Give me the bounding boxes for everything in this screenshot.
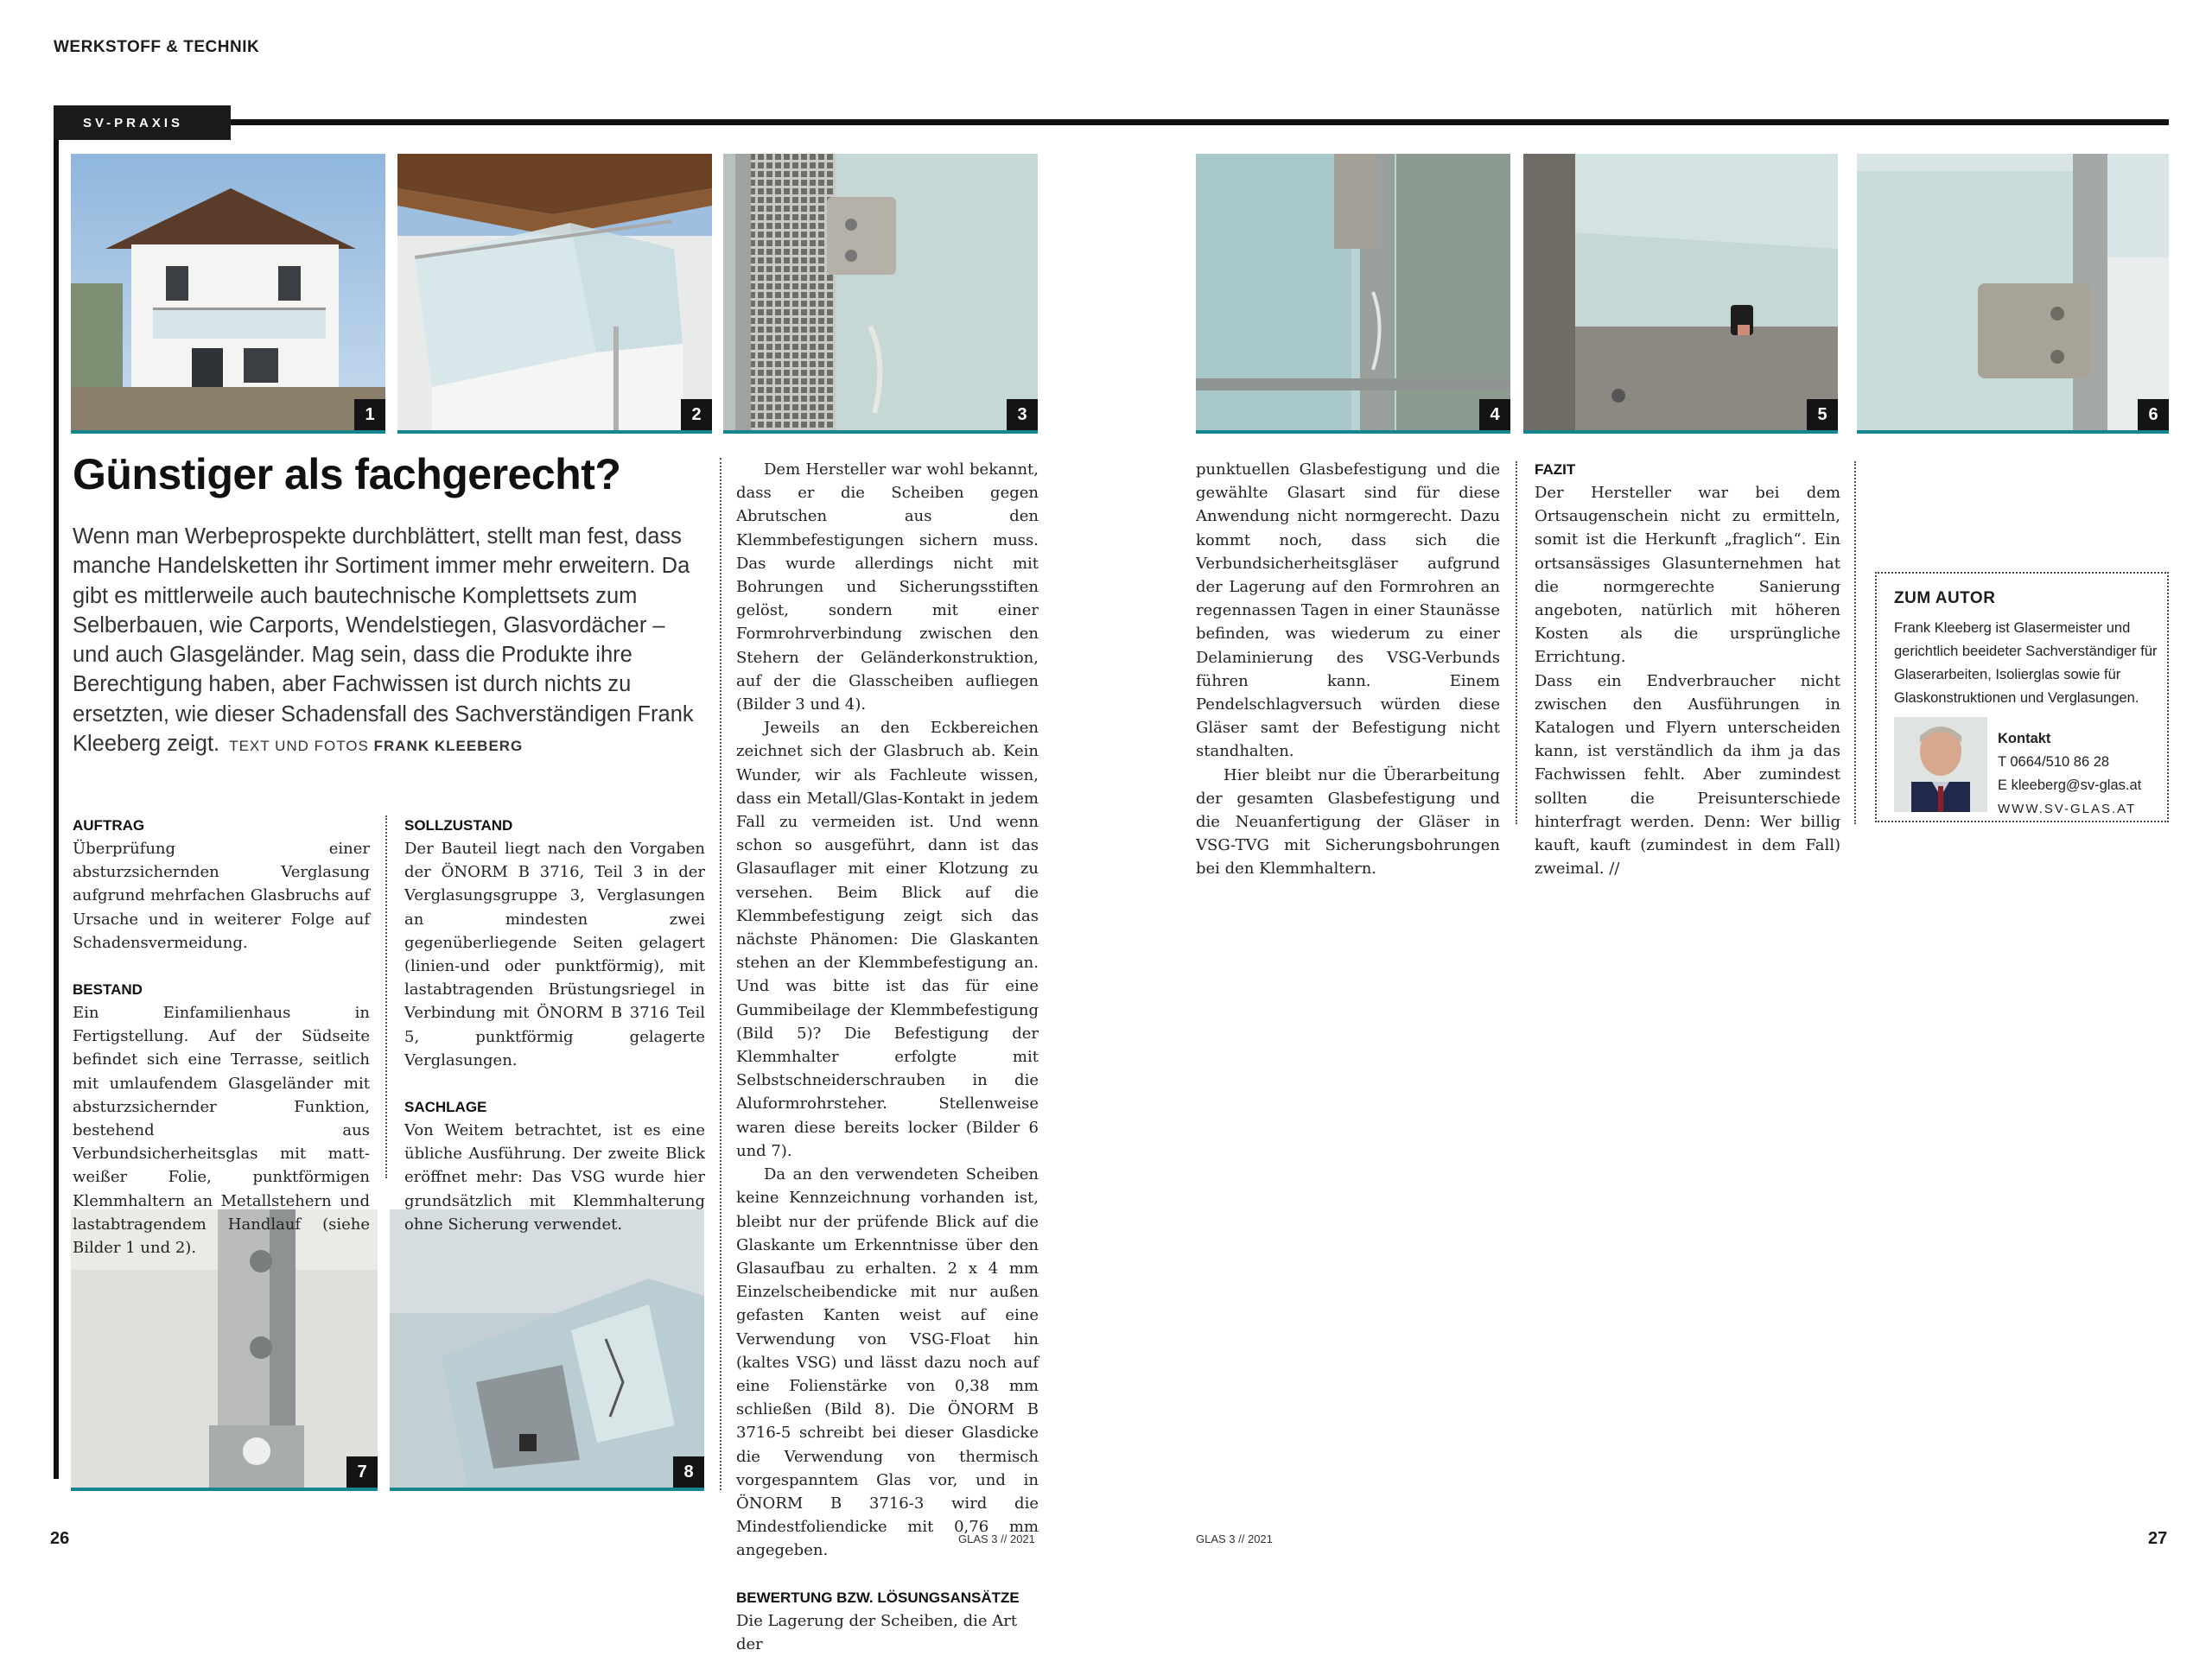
photo-number-badge: 8: [673, 1456, 704, 1488]
author-bio: Frank Kleeberg ist Glasermeister und gerichtlich beeideter Sachverständiger für Glaserarbeiten, Isolierglas sowie für Glaskonstruktionen und Verglasungen.: [1894, 620, 2158, 706]
photo-2-balcony: [397, 154, 712, 434]
paragraph: Hier bleibt nur die Überarbeitung der gesamten Glasbefestigung und die Neuanfertigung der Gläser in VSG-TVG mit Sicherungsbohrungen bei den Klemmhaltern.: [1196, 765, 1500, 879]
photo-1-house: [71, 154, 385, 434]
paragraph: Ein Einfamilienhaus in Fertigstellung. Auf der Südseite befindet sich eine Terrasse, seitlich mit umlaufendem Glasgeländer mit absturzsichernder Funktion, bestehend aus Verbundsicherheitsglas mit matt-weißer Folie, punktförmigen Klemmhaltern an Metallstehern und lastabtragendem Handlauf (siehe Bilder 1 und 2).: [73, 1004, 370, 1258]
section-heading: SACHLAGE: [404, 1099, 487, 1116]
contact-label: Kontakt: [1998, 731, 2051, 746]
column-5: [1535, 458, 1840, 880]
photo-number-badge: 6: [2138, 399, 2169, 430]
photo-5-glass-support: [1523, 154, 1838, 434]
credit-name: FRANK KLEEBERG: [373, 738, 524, 755]
author-credit: [229, 738, 523, 754]
article-lead: [73, 522, 703, 761]
paragraph: punktuellen Glasbefestigung und die gewählte Glasart sind für diese Anwendung nicht normgerecht. Dazu kommt noch, dass sich die Verbundsicherheitsgläser aufgrund der Lagerung auf den Formrohren an regennassen Tagen in einer Staunässe befinden, was wiederum zu einer Delaminierung des VSG-Verbunds führen kann. Einem Pendelschlagversuch würden diese Gläser samt der Befestigung nicht standhalten.: [1196, 460, 1501, 761]
page-number-right: 27: [2148, 1529, 2168, 1548]
section-heading: AUFTRAG: [73, 817, 145, 834]
article-headline: Günstiger als fachgerecht?: [73, 450, 621, 498]
photo-3-clamp-grid: [723, 154, 1038, 434]
paragraph: Von Weitem betrachtet, ist es eine übliche Ausführung. Der zweite Blick eröffnet mehr: Das VSG wurde hier grundsätzlich mit Klemmhalterung ohne Sicherung verwendet.: [404, 1121, 705, 1234]
credit-prefix: TEXT UND FOTOS: [229, 738, 369, 755]
top-rule: [231, 119, 2169, 125]
paragraph: Jeweils an den Eckbereichen zeichnet sich der Glasbruch ab. Kein Wunder, wir als Fachleute wissen, dass ein Metall/Glas-Kontakt in jedem Fall zu vermeiden ist. Und wenn schon so ausgeführt, dann ist das Glasauflager mit einer Klotzung zu versehen. Beim Blick auf die Klemmbefestigung zeigt sich das nächste Phänomen: Die Glaskanten stehen an der Klemmbefestigung an. Und was bitte ist das für eine Gummibeilage der Klemmbefestigung (Bild 5)? Die Befestigung der Klemmhalter erfolgte mit Selbstschneiderschrauben in die Aluformrohrsteher. Stellenweise waren diese bereits locker (Bilder 6 und 7).: [736, 719, 1039, 1160]
section-heading: FAZIT: [1535, 461, 1576, 478]
photo-number-badge: 4: [1479, 399, 1510, 430]
column-divider: [720, 458, 721, 1490]
section-heading: BESTAND: [73, 981, 143, 999]
column-divider: [1854, 461, 1856, 824]
contact-phone: T 0664/510 86 28: [1998, 754, 2110, 770]
photo-number-badge: 7: [346, 1456, 378, 1488]
paragraph: Überprüfung einer absturzsichernden Verglasung aufgrund mehrfachen Glasbruchs auf Ursache und in weiterer Folge auf Schadensvermeidung.: [73, 840, 370, 952]
photo-number-badge: 5: [1807, 399, 1838, 430]
page-number-left: 26: [50, 1529, 70, 1548]
author-portrait: [1894, 717, 1987, 812]
column-2: [404, 814, 705, 1236]
section-label: WERKSTOFF & TECHNIK: [54, 38, 260, 56]
rubric-tab: SV-PRAXIS: [54, 105, 231, 140]
photo-6-clamp-holder: [1857, 154, 2169, 434]
paragraph: Dass ein Endverbraucher nicht zwischen den Ausführungen in Katalogen und Flyern unterscheiden kann, ist verständlich da ihm ja das Fachwissen fehlt. Aber zumindest sollten die Preisunterschiede hinterfragt werden. Denn: Wer billig kauft, kauft (zumindest in dem Fall) zweimal. //: [1535, 671, 1840, 879]
photo-number-badge: 3: [1007, 399, 1038, 430]
section-heading: BEWERTUNG BZW. LÖSUNGSANSÄTZE: [736, 1589, 1020, 1606]
contact-website: WWW.SV-GLAS.AT: [1998, 802, 2137, 816]
paragraph: Dem Hersteller war wohl bekannt, dass er die Scheiben gegen Abrutschen aus den Klemmbefestigungen sichern muss. Das wurde allerdings nicht mit Bohrungen und Sicherungsstiften gelöst, sondern mit einer Formrohrverbindung zwischen den Stehern der Geländerkonstruktion, auf der die Glasscheiben aufliegen (Bilder 3 und 4).: [736, 460, 1039, 714]
footer-source-right: GLAS 3 // 2021: [1196, 1532, 1273, 1545]
column-divider: [1516, 461, 1517, 824]
column-1: [73, 814, 370, 1259]
lead-text: Wenn man Werbeprospekte durchblättert, stellt man fest, dass manche Handelsketten ihr Sortiment immer mehr erweitern. Da gibt es mittlerweile auch bautechnische Komplettsets zum Selberbauen, wie Carports, Wendelstiegen, Glasvordächer – und auch Glasgeländer. Mag sein, dass die Produkte ihre Berechtigung haben, aber Fachwissen ist durch nichts zu ersetzten, wie dieser Schadensfall des Sachverständigen Frank Kleeberg zeigt.: [73, 524, 694, 757]
paragraph: Der Bauteil liegt nach den Vorgaben der ÖNORM B 3716, Teil 3 in der Verglasungsgruppe 3, Verglasungen an mindesten zwei gegenüberliegende Seiten gelagert (linien-und oder punktförmig), mit lastabtragenden Brüstungsriegel in Verbindung mit ÖNORM B 3716 Teil 5, punktförmig gelagerte Verglasungen.: [404, 840, 705, 1069]
author-contact: [1998, 727, 2141, 821]
contact-email: E kleeberg@sv-glas.at: [1998, 777, 2142, 793]
paragraph: Da an den verwendeten Scheiben keine Kennzeichnung vorhanden ist, bleibt nur der prüfende Blick auf die Glaskante um Erkenntnisse über den Glasaufbau zu erhalten. 2 x 4 mm Einzelscheibendicke mit nur außen gefasten Kanten weist auf eine Verwendung von VSG-Float hin (kaltes VSG) und lässt dazu noch auf eine Folienstärke von 0,38 mm schließen (Bild 8). Die ÖNORM B 3716-5 schreibt bei dieser Glasdicke die Verwendung von thermisch vorgespanntem Glas vor, und in ÖNORM B 3716-3 wird die Mindestfoliendicke mit 0,76 mm angegeben.: [736, 1165, 1039, 1560]
photo-4-glass-post: [1196, 154, 1510, 434]
photo-8-broken-edge: [390, 1209, 704, 1491]
author-box: [1875, 572, 2169, 822]
photo-number-badge: 2: [681, 399, 712, 430]
paragraph: Die Lagerung der Scheiben, die Art der: [736, 1611, 1018, 1653]
author-box-title: ZUM AUTOR: [1894, 589, 1996, 607]
left-rule: [54, 140, 59, 1479]
column-3: [736, 458, 1039, 1656]
footer-source-left: GLAS 3 // 2021: [958, 1532, 1035, 1545]
paragraph: Der Hersteller war bei dem Ortsaugenschein nicht zu ermitteln, somit ist die Herkunft „fraglich“. Ein ortsansässiges Glasunternehmen hat die normgerechte Sanierung angeboten, natürlich mit höheren Kosten als die ursprüngliche Errichtung.: [1535, 484, 1840, 667]
photo-number-badge: 1: [354, 399, 385, 430]
column-divider: [385, 815, 387, 1178]
column-4: [1196, 458, 1500, 881]
section-heading: SOLLZUSTAND: [404, 817, 513, 834]
